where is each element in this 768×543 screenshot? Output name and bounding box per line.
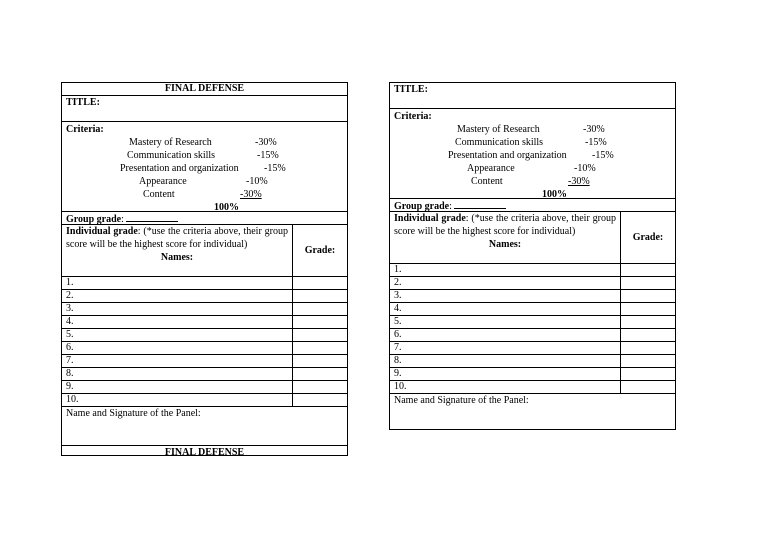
table-row (62, 394, 347, 407)
left-criterion-name: Content (143, 189, 175, 200)
right-individual-grade-note: : (*use the criteria above, their group score will be the highest score for individual) (394, 213, 616, 237)
left-title-field: TITLE: (62, 96, 347, 122)
row-number: 3. (390, 290, 621, 302)
row-number: 8. (62, 368, 293, 380)
right-criteria-label: Criteria: (394, 111, 432, 122)
right-names-header: Names: (488, 239, 522, 250)
left-criterion-name: Mastery of Research (129, 137, 212, 148)
right-panel-signature: Name and Signature of the Panel: (394, 395, 529, 406)
grade-cell (621, 264, 675, 276)
left-grade-header: Grade: (304, 245, 336, 256)
right-criterion-pct: -10% (574, 163, 596, 174)
grade-cell (621, 368, 675, 380)
left-group-grade-label: Group grade (66, 214, 122, 225)
grade-cell (293, 277, 347, 289)
row-number: 3. (62, 303, 293, 315)
grade-cell (621, 316, 675, 328)
row-number: 4. (62, 316, 293, 328)
grade-cell (293, 381, 347, 393)
left-criterion-pct: -15% (257, 150, 279, 161)
row-number: 8. (390, 355, 621, 367)
grade-cell (293, 290, 347, 302)
grade-cell (621, 303, 675, 315)
right-grade-header: Grade: (632, 232, 664, 243)
right-group-grade-row: Group grade: (390, 199, 675, 212)
row-number: 5. (390, 316, 621, 328)
right-name-rows (390, 264, 675, 394)
right-criterion-name: Appearance (467, 163, 515, 174)
left-criterion-name: Appearance (139, 176, 187, 187)
right-criteria-section (390, 110, 675, 199)
left-panel-signature: Name and Signature of the Panel: (62, 407, 347, 446)
right-evaluation-form (389, 82, 676, 430)
right-criteria-total: 100% (542, 189, 567, 200)
left-individual-grade-note: : (*use the criteria above, their group score will be the highest score for individual) (66, 226, 288, 250)
table-row (390, 277, 675, 290)
left-criteria-total: 100% (214, 202, 239, 213)
table-row (62, 290, 347, 303)
left-individual-grade-label: Individual grade (66, 226, 138, 237)
grade-cell (621, 355, 675, 367)
table-row (390, 355, 675, 368)
row-number: 9. (62, 381, 293, 393)
right-group-grade-label: Group grade (394, 201, 450, 212)
table-row (390, 381, 675, 394)
grade-cell (293, 316, 347, 328)
left-criterion-name: Communication skills (127, 150, 216, 161)
table-row (390, 329, 675, 342)
grade-cell (293, 342, 347, 354)
left-criterion-name: Presentation and organization (120, 163, 239, 174)
grade-cell (621, 381, 675, 393)
row-number: 10. (62, 394, 293, 406)
right-criterion-pct: -30% (583, 124, 605, 135)
grade-cell (621, 277, 675, 289)
row-number: 5. (62, 329, 293, 341)
right-individual-grade-text (394, 212, 616, 238)
table-row (62, 368, 347, 381)
grade-cell (621, 329, 675, 341)
table-row (390, 290, 675, 303)
row-number: 4. (390, 303, 621, 315)
left-evaluation-form (61, 82, 348, 456)
grade-cell (621, 342, 675, 354)
grade-cell (293, 394, 347, 406)
left-individual-grade-text (66, 225, 288, 251)
table-row (62, 316, 347, 329)
left-individual-grade-row (62, 225, 347, 277)
table-row (62, 329, 347, 342)
row-number: 1. (62, 277, 293, 289)
row-number: 2. (62, 290, 293, 302)
grade-cell (293, 368, 347, 380)
right-criterion-pct: -15% (585, 137, 607, 148)
right-title-field: TITLE: (390, 83, 675, 109)
row-number: 10. (390, 381, 621, 393)
table-row (62, 355, 347, 368)
grade-cell (293, 329, 347, 341)
table-row (390, 264, 675, 277)
right-group-grade-blank (454, 199, 506, 209)
row-number: 7. (62, 355, 293, 367)
grade-cell (293, 303, 347, 315)
table-row (62, 342, 347, 355)
row-number: 7. (390, 342, 621, 354)
left-group-grade-row: Group grade: (62, 212, 347, 225)
right-individual-grade-label: Individual grade (394, 213, 466, 224)
left-group-grade-blank (126, 212, 178, 222)
left-name-rows (62, 277, 347, 407)
left-criterion-pct: -15% (264, 163, 286, 174)
table-row (390, 303, 675, 316)
right-individual-grade-row (390, 212, 675, 264)
row-number: 6. (390, 329, 621, 341)
table-row (62, 277, 347, 290)
row-number: 6. (62, 342, 293, 354)
left-form-header: FINAL DEFENSE (62, 83, 347, 96)
table-row (62, 381, 347, 394)
left-criterion-pct: -10% (246, 176, 268, 187)
row-number: 9. (390, 368, 621, 380)
left-criterion-pct: -30% (240, 189, 262, 200)
left-criteria-section (62, 123, 347, 212)
table-row (390, 342, 675, 355)
right-criterion-name: Presentation and organization (448, 150, 567, 161)
right-criterion-name: Communication skills (455, 137, 544, 148)
grade-cell (621, 290, 675, 302)
grade-cell (293, 355, 347, 367)
right-criterion-name: Mastery of Research (457, 124, 540, 135)
left-names-header: Names: (160, 252, 194, 263)
table-row (390, 368, 675, 381)
row-number: 1. (390, 264, 621, 276)
table-row (62, 303, 347, 316)
right-criterion-pct: -30% (568, 176, 590, 187)
left-criteria-label: Criteria: (66, 124, 104, 135)
right-criterion-name: Content (471, 176, 503, 187)
left-criterion-pct: -30% (255, 137, 277, 148)
row-number: 2. (390, 277, 621, 289)
left-form-footer: FINAL DEFENSE (164, 447, 245, 458)
right-criterion-pct: -15% (592, 150, 614, 161)
table-row (390, 316, 675, 329)
